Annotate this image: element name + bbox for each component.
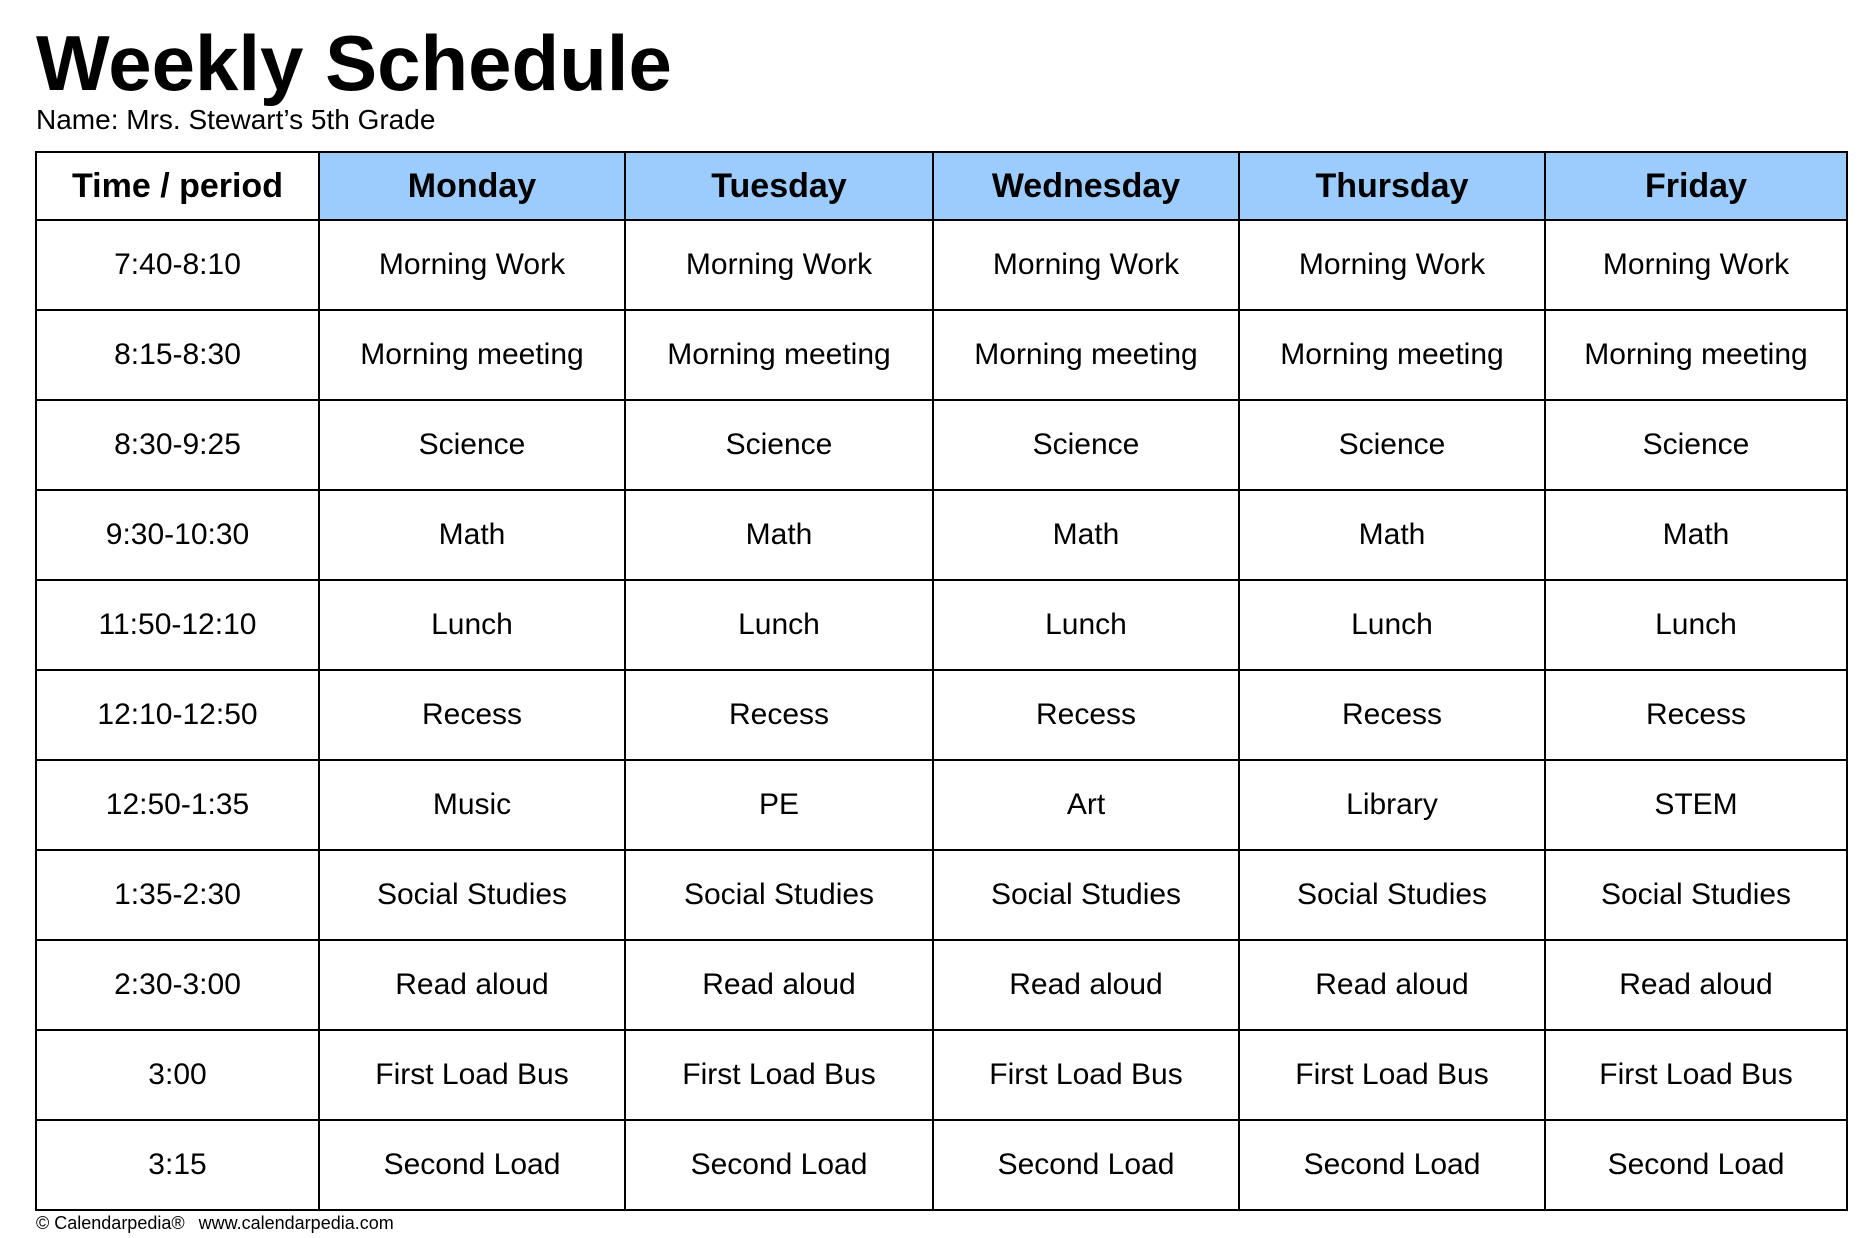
activity-cell-tuesday: First Load Bus [625, 1030, 933, 1120]
footer [36, 1213, 394, 1233]
activity-cell-monday: Read aloud [319, 940, 625, 1030]
activity-cell-thursday: Second Load [1239, 1120, 1545, 1210]
table-row [36, 670, 1847, 760]
table-row [36, 490, 1847, 580]
time-cell: 11:50-12:10 [36, 580, 319, 670]
activity-cell-friday: Morning meeting [1545, 310, 1847, 400]
time-cell: 12:50-1:35 [36, 760, 319, 850]
activity-cell-wednesday: Art [933, 760, 1239, 850]
activity-cell-monday: Science [319, 400, 625, 490]
activity-cell-wednesday: Second Load [933, 1120, 1239, 1210]
activity-cell-wednesday: Read aloud [933, 940, 1239, 1030]
table-row [36, 1120, 1847, 1210]
activity-cell-friday: Lunch [1545, 580, 1847, 670]
activity-cell-wednesday: Lunch [933, 580, 1239, 670]
activity-cell-wednesday: Social Studies [933, 850, 1239, 940]
activity-cell-thursday: Read aloud [1239, 940, 1545, 1030]
time-cell: 2:30-3:00 [36, 940, 319, 1030]
activity-cell-tuesday: Math [625, 490, 933, 580]
day-header-wednesday: Wednesday [933, 152, 1239, 220]
activity-cell-monday: Social Studies [319, 850, 625, 940]
activity-cell-thursday: Recess [1239, 670, 1545, 760]
time-period-header: Time / period [36, 152, 319, 220]
activity-cell-monday: First Load Bus [319, 1030, 625, 1120]
activity-cell-tuesday: PE [625, 760, 933, 850]
activity-cell-monday: Lunch [319, 580, 625, 670]
activity-cell-tuesday: Second Load [625, 1120, 933, 1210]
day-header-tuesday: Tuesday [625, 152, 933, 220]
activity-cell-wednesday: Morning meeting [933, 310, 1239, 400]
activity-cell-monday: Math [319, 490, 625, 580]
activity-cell-tuesday: Recess [625, 670, 933, 760]
activity-cell-friday: Second Load [1545, 1120, 1847, 1210]
header-row [36, 152, 1847, 220]
table-row [36, 580, 1847, 670]
time-cell: 8:15-8:30 [36, 310, 319, 400]
table-row [36, 400, 1847, 490]
activity-cell-wednesday: Math [933, 490, 1239, 580]
schedule-body [36, 220, 1847, 1210]
activity-cell-monday: Second Load [319, 1120, 625, 1210]
activity-cell-wednesday: Morning Work [933, 220, 1239, 310]
day-header-thursday: Thursday [1239, 152, 1545, 220]
schedule-table [35, 151, 1848, 1211]
time-cell: 8:30-9:25 [36, 400, 319, 490]
name-line: Name: Mrs. Stewart’s 5th Grade [36, 104, 436, 135]
footer-url: www.calendarpedia.com [198, 1213, 394, 1233]
time-cell: 3:00 [36, 1030, 319, 1120]
activity-cell-tuesday: Morning meeting [625, 310, 933, 400]
activity-cell-thursday: Science [1239, 400, 1545, 490]
table-row [36, 310, 1847, 400]
activity-cell-thursday: Lunch [1239, 580, 1545, 670]
day-header-monday: Monday [319, 152, 625, 220]
activity-cell-monday: Morning Work [319, 220, 625, 310]
activity-cell-wednesday: Recess [933, 670, 1239, 760]
activity-cell-friday: Social Studies [1545, 850, 1847, 940]
activity-cell-tuesday: Lunch [625, 580, 933, 670]
page-title: Weekly Schedule [36, 19, 672, 107]
activity-cell-friday: Recess [1545, 670, 1847, 760]
activity-cell-friday: First Load Bus [1545, 1030, 1847, 1120]
activity-cell-monday: Recess [319, 670, 625, 760]
activity-cell-monday: Morning meeting [319, 310, 625, 400]
activity-cell-tuesday: Morning Work [625, 220, 933, 310]
table-row [36, 1030, 1847, 1120]
activity-cell-wednesday: Science [933, 400, 1239, 490]
activity-cell-thursday: Morning Work [1239, 220, 1545, 310]
activity-cell-thursday: Social Studies [1239, 850, 1545, 940]
activity-cell-thursday: First Load Bus [1239, 1030, 1545, 1120]
time-cell: 12:10-12:50 [36, 670, 319, 760]
activity-cell-thursday: Morning meeting [1239, 310, 1545, 400]
copyright-text: © Calendarpedia® [36, 1213, 185, 1233]
table-row [36, 940, 1847, 1030]
time-cell: 3:15 [36, 1120, 319, 1210]
activity-cell-thursday: Library [1239, 760, 1545, 850]
activity-cell-friday: Read aloud [1545, 940, 1847, 1030]
time-cell: 1:35-2:30 [36, 850, 319, 940]
activity-cell-wednesday: First Load Bus [933, 1030, 1239, 1120]
activity-cell-friday: STEM [1545, 760, 1847, 850]
activity-cell-friday: Morning Work [1545, 220, 1847, 310]
day-header-friday: Friday [1545, 152, 1847, 220]
time-cell: 7:40-8:10 [36, 220, 319, 310]
activity-cell-friday: Science [1545, 400, 1847, 490]
activity-cell-tuesday: Social Studies [625, 850, 933, 940]
activity-cell-tuesday: Read aloud [625, 940, 933, 1030]
activity-cell-friday: Math [1545, 490, 1847, 580]
activity-cell-monday: Music [319, 760, 625, 850]
table-row [36, 220, 1847, 310]
activity-cell-thursday: Math [1239, 490, 1545, 580]
time-cell: 9:30-10:30 [36, 490, 319, 580]
table-row [36, 760, 1847, 850]
activity-cell-tuesday: Science [625, 400, 933, 490]
table-row [36, 850, 1847, 940]
